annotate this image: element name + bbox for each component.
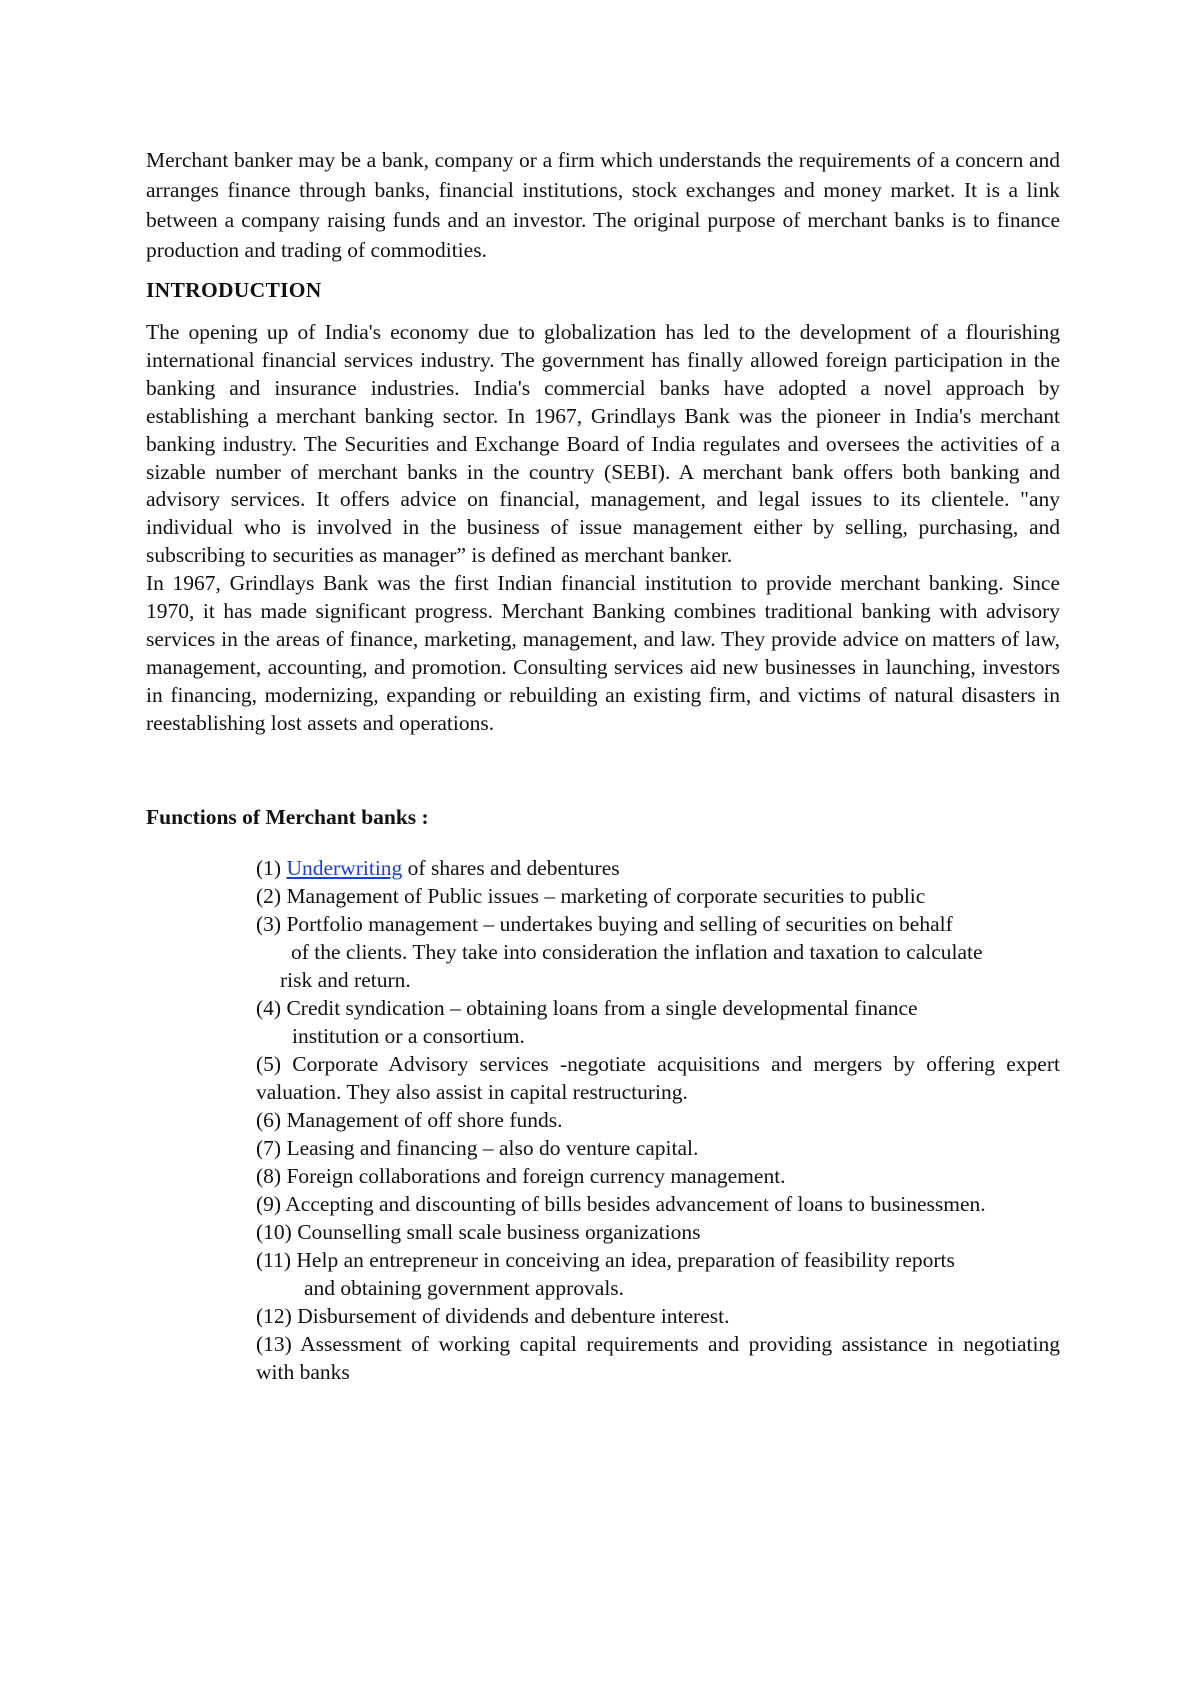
function-item-12: (12) Disbursement of dividends and debenture interest. — [256, 1303, 730, 1328]
document-body — [146, 145, 1060, 1386]
function-item-3-line-3: risk and return. — [280, 967, 411, 992]
function-item-4-line-1: (4) Credit syndication – obtaining loans from a single developmental finance — [256, 995, 918, 1020]
function-item-8: (8) Foreign collaborations and foreign currency management. — [256, 1163, 786, 1188]
functions-list — [256, 854, 1060, 1386]
function-item-3-line-2 — [256, 938, 1060, 966]
function-item-1 — [256, 854, 1060, 882]
functions-heading: Functions of Merchant banks : — [146, 804, 429, 829]
introduction-heading: INTRODUCTION — [146, 278, 322, 302]
function-item-5: (5) Corporate Advisory services -negotiate acquisitions and mergers by offering expert valuation. They also assist in capital restructuring. — [256, 1051, 1060, 1104]
introduction-paragraph-1: The opening up of India's economy due to globalization has led to the development of a flourishing international financial services industry. The government has finally allowed foreign participation in the banking and insurance industries. India's commercial banks have adopted a novel approach by establishing a merchant banking sector. In 1967, Grindlays Bank was the pioneer in India's merchant banking industry. The Securities and Exchange Board of India regulates and oversees the activities of a sizable number of merchant banks in the country (SEBI). A merchant bank offers both banking and advisory services. It offers advice on financial, management, and legal issues to its clientele. "any individual who is involved in the business of issue management either by selling, purchasing, and subscribing to securities as manager” is defined as merchant banker. — [146, 320, 1060, 568]
function-item-11-line-1: (11) Help an entrepreneur in conceiving an idea, preparation of feasibility reports — [256, 1247, 955, 1272]
function-item-1-suffix: of shares and debentures — [402, 855, 620, 880]
function-item-10: (10) Counselling small scale business organizations — [256, 1219, 701, 1244]
underwriting-link[interactable]: Underwriting — [286, 855, 403, 880]
function-item-6: (6) Management of off shore funds. — [256, 1107, 563, 1132]
function-item-3-line-1: (3) Portfolio management – undertakes buying and selling of securities on behalf — [256, 911, 953, 936]
intro-paragraph: Merchant banker may be a bank, company or a firm which understands the requirements of a concern and arranges finance through banks, financial institutions, stock exchanges and money market. It is a link between a company raising funds and an investor. The original purpose of merchant banks is to finance production and trading of commodities. — [146, 148, 1060, 262]
function-item-3-line-2-text: of the clients. They take into consideration the inflation and taxation to calculate — [291, 939, 983, 964]
introduction-paragraph-2: In 1967, Grindlays Bank was the first Indian financial institution to provide merchant banking. Since 1970, it has made significant progress. Merchant Banking combines traditional banking with advisory services in the areas of finance, marketing, management, and law. They provide advice on matters of law, management, accounting, and promotion. Consulting services aid new businesses in launching, investors in financing, modernizing, expanding or rebuilding an existing firm, and victims of natural disasters in reestablishing lost assets and operations. — [146, 571, 1060, 735]
function-item-4-line-2: institution or a consortium. — [292, 1023, 525, 1048]
function-item-2: (2) Management of Public issues – marketing of corporate securities to public — [256, 883, 926, 908]
function-item-1-prefix: (1) — [256, 855, 287, 880]
function-item-9: (9) Accepting and discounting of bills besides advancement of loans to businessmen. — [256, 1191, 986, 1216]
function-item-13: (13) Assessment of working capital requirements and providing assistance in negotiating with banks — [256, 1331, 1060, 1384]
function-item-7: (7) Leasing and financing – also do venture capital. — [256, 1135, 699, 1160]
function-item-11-line-2: and obtaining government approvals. — [304, 1275, 625, 1300]
